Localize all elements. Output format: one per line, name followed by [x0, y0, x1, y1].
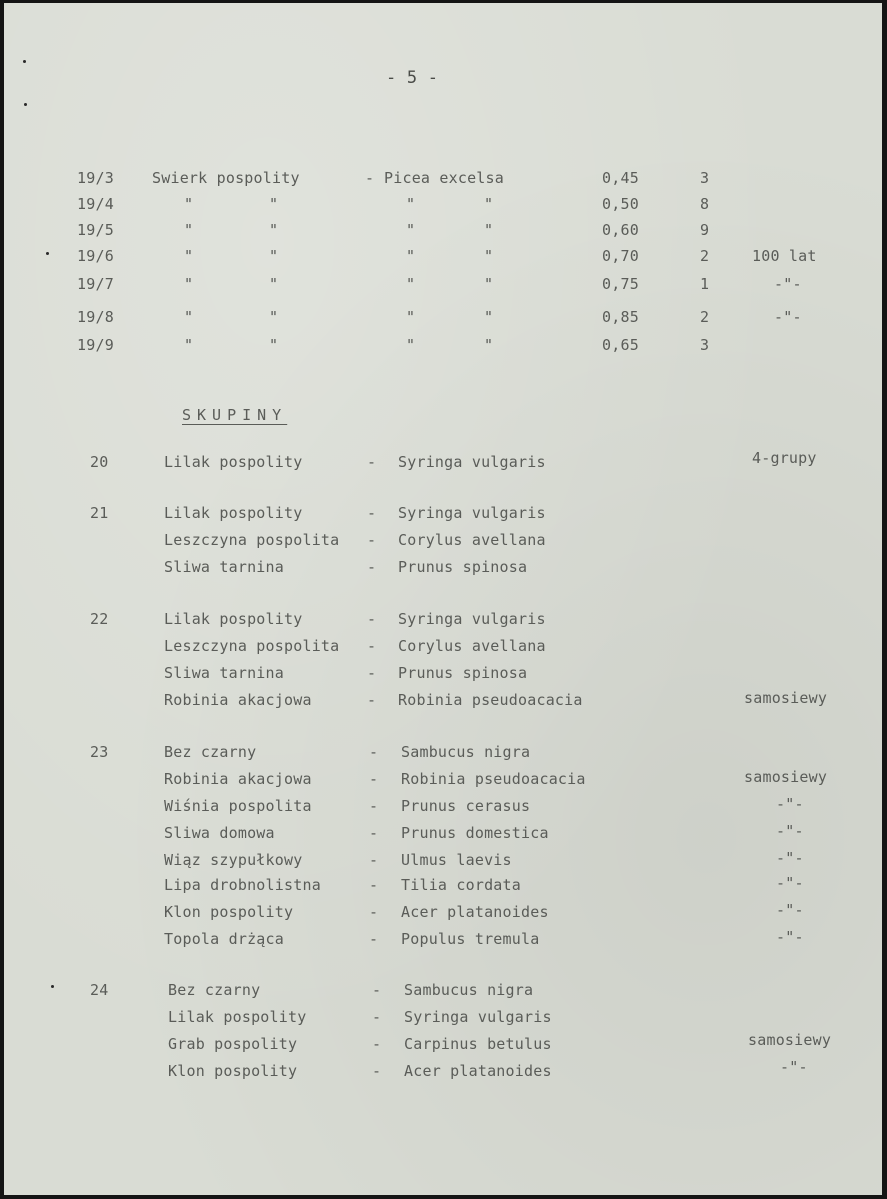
latin-name: Acer platanoides	[401, 903, 549, 921]
ditto-mark: "	[406, 247, 416, 265]
group-number: 20	[90, 453, 109, 471]
ditto-mark: "	[484, 275, 494, 293]
note: samosiewy	[744, 768, 828, 786]
margin-mark	[46, 252, 49, 255]
polish-name: Lilak pospolity	[164, 504, 303, 522]
ditto-mark: "	[484, 195, 494, 213]
polish-name: Wiśnia pospolita	[164, 797, 312, 815]
group-number: 22	[90, 610, 109, 628]
row-number: 19/6	[77, 247, 114, 265]
polish-name: Robinia akacjowa	[164, 691, 312, 709]
note: -"-	[780, 1058, 808, 1076]
latin-name: Carpinus betulus	[404, 1035, 552, 1053]
polish-name: Bez czarny	[164, 743, 257, 761]
dash: -	[367, 610, 377, 628]
ditto-mark: "	[484, 247, 494, 265]
ditto-mark: "	[269, 336, 279, 354]
note: -"-	[776, 795, 804, 813]
group-number: 23	[90, 743, 109, 761]
latin-name: Ulmus laevis	[401, 851, 512, 869]
value: 0,45	[602, 169, 639, 187]
ditto-mark: "	[406, 195, 416, 213]
ditto-mark: "	[269, 195, 279, 213]
dash: -	[369, 743, 379, 761]
latin-name: Robinia pseudoacacia	[398, 691, 583, 709]
latin-name: Syringa vulgaris	[398, 453, 546, 471]
value: 0,75	[602, 275, 639, 293]
polish-name: Sliwa tarnina	[164, 664, 284, 682]
dash: -	[369, 851, 379, 869]
count: 3	[700, 336, 710, 354]
dash: -	[367, 637, 377, 655]
section-title: SKUPINY	[182, 406, 288, 424]
row-number: 19/4	[77, 195, 114, 213]
group-number: 24	[90, 981, 109, 999]
group-number: 21	[90, 504, 109, 522]
dash: -	[367, 531, 377, 549]
value: 0,60	[602, 221, 639, 239]
ditto-mark: "	[269, 247, 279, 265]
dash: -	[369, 876, 379, 894]
dash: -	[369, 930, 379, 948]
dash: -	[372, 1062, 382, 1080]
page-number: - 5 -	[386, 68, 439, 88]
value: 0,70	[602, 247, 639, 265]
polish-name: Sliwa tarnina	[164, 558, 284, 576]
dash: -	[369, 903, 379, 921]
polish-name: Lilak pospolity	[164, 610, 303, 628]
latin-name: Syringa vulgaris	[398, 610, 546, 628]
margin-mark	[24, 103, 27, 106]
ditto-mark: "	[184, 247, 194, 265]
count: 2	[700, 308, 710, 326]
margin-mark	[51, 985, 54, 988]
dash: -	[367, 453, 377, 471]
dash: -	[372, 1035, 382, 1053]
dash: -	[365, 169, 375, 187]
ditto-mark: "	[484, 308, 494, 326]
polish-name: Leszczyna pospolita	[164, 531, 340, 549]
count: 9	[700, 221, 710, 239]
polish-name: Klon pospolity	[168, 1062, 298, 1080]
count: 2	[700, 247, 710, 265]
margin-mark	[23, 60, 26, 63]
polish-name: Lipa drobnolistna	[164, 876, 321, 894]
row-number: 19/7	[77, 275, 114, 293]
polish-name: Sliwa domowa	[164, 824, 275, 842]
ditto-mark: "	[184, 195, 194, 213]
value: 0,50	[602, 195, 639, 213]
dash: -	[372, 981, 382, 999]
latin-name: Populus tremula	[401, 930, 540, 948]
latin-name: Robinia pseudoacacia	[401, 770, 586, 788]
row-number: 19/3	[77, 169, 114, 187]
note: samosiewy	[748, 1031, 832, 1049]
value: 0,85	[602, 308, 639, 326]
latin-name: Corylus avellana	[398, 637, 546, 655]
latin-name: Corylus avellana	[398, 531, 546, 549]
latin-name: Tilia cordata	[401, 876, 521, 894]
latin-name: Prunus spinosa	[398, 664, 528, 682]
dash: -	[369, 824, 379, 842]
dash: -	[367, 558, 377, 576]
dash: -	[372, 1008, 382, 1026]
ditto-mark: "	[406, 275, 416, 293]
polish-name: Lilak pospolity	[164, 453, 303, 471]
note: 4-grupy	[752, 449, 817, 467]
note: -"-	[776, 901, 804, 919]
dash: -	[367, 691, 377, 709]
ditto-mark: "	[184, 221, 194, 239]
ditto-mark: "	[269, 308, 279, 326]
row-number: 19/8	[77, 308, 114, 326]
value: 0,65	[602, 336, 639, 354]
ditto-mark: "	[184, 308, 194, 326]
note: -"-	[774, 275, 802, 293]
row-number: 19/5	[77, 221, 114, 239]
ditto-mark: "	[269, 221, 279, 239]
note: samosiewy	[744, 689, 828, 707]
latin-name: Syringa vulgaris	[398, 504, 546, 522]
dash: -	[367, 504, 377, 522]
ditto-mark: "	[184, 275, 194, 293]
latin-name: Prunus domestica	[401, 824, 549, 842]
polish-name: Wiąz szypułkowy	[164, 851, 303, 869]
dash: -	[369, 797, 379, 815]
ditto-mark: "	[406, 221, 416, 239]
latin-name: Picea excelsa	[384, 169, 504, 187]
latin-name: Syringa vulgaris	[404, 1008, 552, 1026]
count: 1	[700, 275, 710, 293]
note: -"-	[776, 928, 804, 946]
latin-name: Sambucus nigra	[401, 743, 531, 761]
latin-name: Prunus cerasus	[401, 797, 531, 815]
note: -"-	[774, 308, 802, 326]
count: 8	[700, 195, 710, 213]
latin-name: Prunus spinosa	[398, 558, 528, 576]
count: 3	[700, 169, 710, 187]
note: 100 lat	[752, 247, 817, 265]
polish-name: Grab pospolity	[168, 1035, 298, 1053]
note: -"-	[776, 822, 804, 840]
latin-name: Sambucus nigra	[404, 981, 534, 999]
polish-name: Lilak pospolity	[168, 1008, 307, 1026]
ditto-mark: "	[484, 336, 494, 354]
polish-name: Klon pospolity	[164, 903, 294, 921]
ditto-mark: "	[406, 336, 416, 354]
ditto-mark: "	[184, 336, 194, 354]
dash: -	[369, 770, 379, 788]
polish-name: Leszczyna pospolita	[164, 637, 340, 655]
note: -"-	[776, 849, 804, 867]
polish-name: Bez czarny	[168, 981, 261, 999]
note: -"-	[776, 874, 804, 892]
dash: -	[367, 664, 377, 682]
row-number: 19/9	[77, 336, 114, 354]
latin-name: Acer platanoides	[404, 1062, 552, 1080]
document-page	[4, 3, 882, 1195]
ditto-mark: "	[269, 275, 279, 293]
ditto-mark: "	[406, 308, 416, 326]
polish-name: Robinia akacjowa	[164, 770, 312, 788]
ditto-mark: "	[484, 221, 494, 239]
polish-name: Swierk pospolity	[152, 169, 300, 187]
polish-name: Topola drżąca	[164, 930, 284, 948]
